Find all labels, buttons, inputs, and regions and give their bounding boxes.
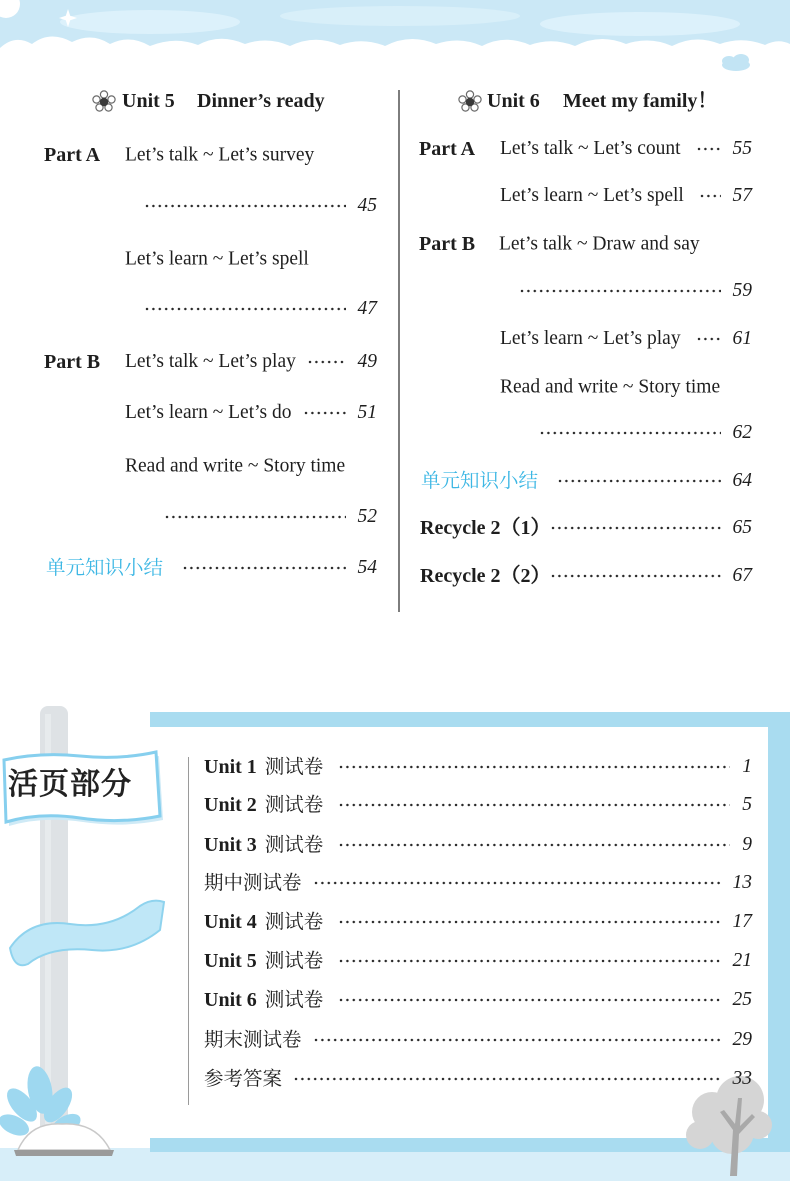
toc-entry-text: Let’s learn ~ Let’s do [125, 402, 292, 424]
small-cloud [722, 54, 750, 71]
toc-entry-text: Read and write ~ Story time [500, 376, 721, 398]
bottom-ground-band [0, 1148, 790, 1181]
page-number: 62 [732, 422, 752, 444]
test-row [204, 1027, 752, 1053]
page-number: 33 [732, 1068, 752, 1090]
dot-leader [551, 574, 721, 578]
unit5-part-a-label: Part A [44, 144, 101, 166]
test-unit: Unit 5 [204, 950, 257, 972]
test-label: 期末测试卷 [204, 1028, 302, 1052]
test-row [204, 754, 752, 780]
page-number: 61 [732, 328, 752, 350]
dot-leader [183, 566, 345, 570]
page-number: 57 [732, 185, 752, 207]
snow-mound [14, 1124, 114, 1156]
toc-leader-row [165, 504, 377, 530]
test-label: 测试卷 [264, 793, 324, 817]
page-number: 25 [732, 989, 752, 1011]
unit6-title: Meet my family！ [563, 90, 718, 112]
toc-leader-row [145, 296, 377, 322]
page-number: 17 [732, 911, 752, 933]
unit-summary-row [421, 468, 752, 494]
test-row [204, 1066, 752, 1092]
dot-leader [304, 411, 346, 415]
loose-leaf-sign-title: 活页部分 [8, 767, 132, 802]
dot-leader [697, 147, 721, 151]
test-row [204, 832, 752, 858]
page-number: 1 [742, 756, 752, 778]
flower-icon [458, 90, 482, 112]
sky-banner [0, 0, 790, 60]
dot-leader [314, 881, 721, 885]
toc-entry-text: Let’s talk ~ Let’s survey [125, 144, 315, 166]
column-divider [398, 90, 400, 612]
toc-entry-text: Let’s learn ~ Let’s spell [500, 185, 684, 207]
page-number: 52 [357, 506, 377, 528]
dot-leader [145, 307, 346, 311]
dot-leader [697, 337, 721, 341]
page-number: 45 [357, 195, 377, 217]
test-unit: Unit 4 [204, 911, 257, 933]
page-number: 51 [357, 402, 377, 424]
test-row [204, 870, 752, 896]
recycle-label: Recycle 2（1） [420, 517, 551, 539]
test-unit: Unit 6 [204, 989, 257, 1011]
toc-entry-text: Let’s learn ~ Let’s play [500, 328, 681, 350]
unit6-part-a-label: Part A [419, 138, 476, 160]
page-number: 67 [732, 565, 752, 587]
page-number: 47 [357, 298, 377, 320]
page-number: 29 [732, 1029, 752, 1051]
unit5-part-b-label: Part B [44, 351, 101, 373]
page-number: 5 [742, 794, 752, 816]
dot-leader [294, 1077, 720, 1081]
dot-leader [339, 920, 720, 924]
test-row [204, 948, 752, 974]
toc-entry-row [125, 349, 377, 375]
dot-leader [339, 959, 720, 963]
dot-leader [339, 998, 720, 1002]
test-label: 测试卷 [264, 755, 324, 779]
dot-leader [145, 204, 346, 208]
test-label: 期中测试卷 [204, 871, 302, 895]
unit5-title: Dinner’s ready [197, 90, 325, 112]
toc-entry-text: Let’s talk ~ Draw and say [499, 233, 700, 255]
test-label: 测试卷 [264, 833, 324, 857]
unit-summary-row [46, 555, 377, 581]
toc-leader-row [540, 420, 752, 446]
recycle-row [420, 563, 752, 589]
recycle-row [420, 515, 752, 541]
test-unit: Unit 3 [204, 834, 257, 856]
test-label: 测试卷 [264, 910, 324, 934]
page-number: 21 [732, 950, 752, 972]
dot-leader [314, 1038, 721, 1042]
dot-leader [540, 431, 721, 435]
toc-entry-text: Read and write ~ Story time [125, 455, 346, 477]
dot-leader [700, 194, 721, 198]
toc-leader-row [145, 193, 377, 219]
dot-leader [165, 515, 346, 519]
toc-entry-text: Let’s talk ~ Let’s count [500, 138, 681, 160]
ribbon-decoration [10, 901, 164, 966]
test-unit: Unit 2 [204, 794, 257, 816]
flower-icon [92, 90, 116, 112]
test-row [204, 792, 752, 818]
test-label: 参考答案 [204, 1067, 283, 1091]
page-number: 65 [732, 517, 752, 539]
test-label: 测试卷 [264, 949, 324, 973]
dot-leader [558, 479, 720, 483]
page-number: 59 [732, 280, 752, 302]
unit-summary-label: 单元知识小结 [421, 469, 539, 493]
recycle-label: Recycle 2（2） [420, 565, 551, 587]
test-label: 测试卷 [264, 988, 324, 1012]
toc-leader-row [520, 278, 752, 304]
unit-summary-label: 单元知识小结 [46, 556, 164, 580]
unit5-label: Unit 5 [122, 90, 175, 112]
unit6-part-b-label: Part B [419, 233, 476, 255]
page-number: 49 [357, 351, 377, 373]
toc-entry-row [500, 136, 752, 162]
dot-leader [520, 289, 721, 293]
dot-leader [308, 360, 346, 364]
unit6-label: Unit 6 [487, 90, 540, 112]
test-row [204, 909, 752, 935]
dot-leader [551, 526, 721, 530]
page-number: 64 [732, 470, 752, 492]
toc-entry-row [500, 183, 752, 209]
toc-entry-row [125, 400, 377, 426]
page-number: 54 [357, 557, 377, 579]
dot-leader [339, 803, 730, 807]
list-divider [188, 757, 189, 1105]
toc-entry-text: Let’s learn ~ Let’s spell [125, 248, 309, 270]
test-row [204, 987, 752, 1013]
dot-leader [339, 765, 730, 769]
toc-entry-row [500, 326, 752, 352]
page-number: 9 [742, 834, 752, 856]
dot-leader [339, 843, 730, 847]
test-unit: Unit 1 [204, 756, 257, 778]
page-number: 55 [732, 138, 752, 160]
page-number: 13 [732, 872, 752, 894]
toc-entry-text: Let’s talk ~ Let’s play [125, 351, 296, 373]
